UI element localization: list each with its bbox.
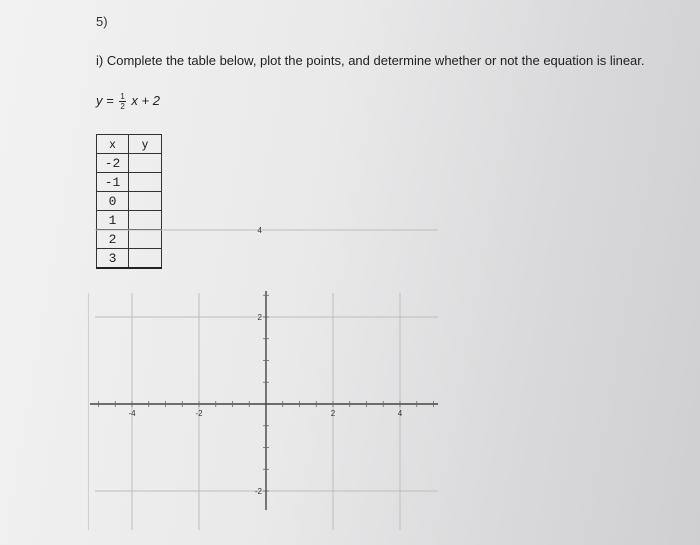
x-cell: 3 [97, 249, 129, 269]
x-tick-label: -2 [195, 409, 203, 418]
fraction-denominator: 2 [120, 102, 125, 111]
x-cell: -1 [97, 173, 129, 192]
instructions-text: i) Complete the table below, plot the points, and determine whether or not the equation is linear. [96, 53, 645, 68]
y-tick-label: 2 [257, 313, 262, 322]
x-cell: 1 [97, 211, 129, 230]
problem-number: 5) [96, 14, 108, 29]
x-tick-label: 2 [330, 409, 336, 418]
x-tick-label: 4 [397, 409, 403, 418]
x-cell: 2 [97, 230, 129, 249]
equation-rhs: x + 2 [131, 92, 160, 108]
x-tick-label: -4 [128, 409, 136, 418]
grid-lines [88, 230, 438, 545]
x-column-header: x [97, 135, 129, 154]
y-tick-label: 4 [257, 226, 262, 235]
y-column-header: y [129, 135, 162, 154]
fraction-numerator: 1 [120, 92, 125, 101]
y-tick-label: -2 [254, 487, 262, 496]
axes [90, 291, 438, 510]
x-cell: 0 [97, 192, 129, 211]
equation-lhs: y = [96, 92, 114, 108]
x-cell: -2 [97, 154, 129, 173]
